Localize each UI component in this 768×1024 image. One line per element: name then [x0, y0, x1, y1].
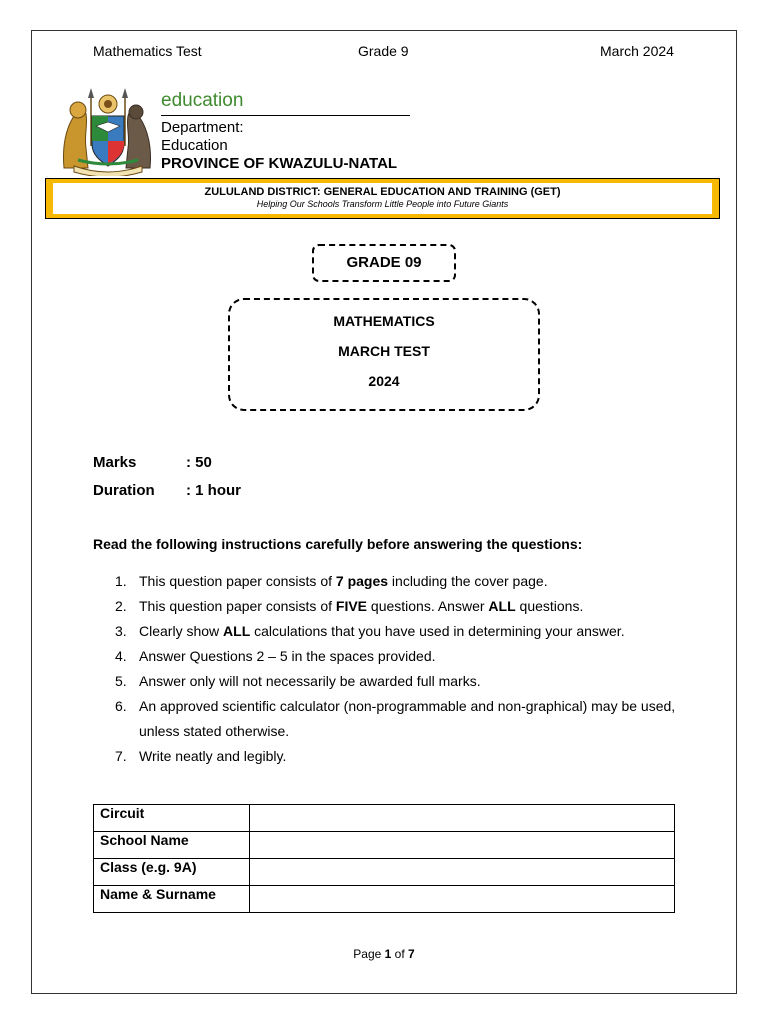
- logo-department-line1: Department:: [161, 119, 244, 136]
- logo-department: [161, 119, 244, 155]
- name-surname-label: Name & Surname: [94, 886, 250, 913]
- instruction-text: questions.: [515, 598, 584, 614]
- test-name: MARCH TEST: [338, 343, 430, 359]
- duration-row: [93, 482, 241, 499]
- district-motto: Helping Our Schools Transform Little People into Future Giants: [256, 199, 509, 209]
- duration-value: : 1 hour: [186, 482, 241, 499]
- header-grade: Grade 9: [358, 43, 409, 59]
- table-row: [94, 886, 675, 913]
- district-banner: [45, 178, 720, 219]
- learner-info-table: [93, 804, 675, 913]
- instruction-text: Answer Questions 2 – 5 in the spaces provided.: [139, 648, 436, 664]
- instruction-text: Clearly show: [139, 623, 224, 639]
- test-year: 2024: [368, 373, 400, 389]
- grade-box: GRADE 09: [312, 244, 456, 282]
- instruction-number: 2.: [115, 598, 127, 614]
- instructions-list: [110, 569, 680, 769]
- instruction-item: [110, 594, 680, 619]
- subject-title: MATHEMATICS: [333, 313, 435, 329]
- page-number-total: 7: [408, 947, 415, 961]
- page-number-prefix: Page: [353, 947, 385, 961]
- instruction-emphasis: 7 pages: [335, 573, 389, 589]
- instruction-number: 6.: [115, 698, 127, 714]
- instruction-emphasis: FIVE: [335, 598, 368, 614]
- marks-row: [93, 454, 212, 471]
- circuit-field[interactable]: [250, 805, 675, 832]
- instruction-text: This question paper consists of: [139, 573, 336, 589]
- marks-value: : 50: [186, 454, 212, 471]
- instruction-item: [110, 694, 680, 744]
- instruction-text: Answer only will not necessarily be awarded full marks.: [139, 673, 481, 689]
- class-field[interactable]: [250, 859, 675, 886]
- department-logo: [58, 86, 412, 176]
- instruction-number: 5.: [115, 673, 127, 689]
- class-label: Class (e.g. 9A): [94, 859, 250, 886]
- logo-department-line2: Education: [161, 137, 228, 154]
- instructions-heading: Read the following instructions carefully before answering the questions:: [93, 536, 583, 552]
- table-row: [94, 805, 675, 832]
- instruction-text: An approved scientific calculator (non-programmable and non-graphical) may be used, unless stated otherwise.: [139, 698, 676, 739]
- district-banner-inner: [53, 183, 712, 214]
- school-name-field[interactable]: [250, 832, 675, 859]
- logo-divider: [161, 115, 410, 116]
- instruction-text: calculations that you have used in determining your answer.: [250, 623, 625, 639]
- table-row: [94, 832, 675, 859]
- instruction-text: This question paper consists of: [139, 598, 336, 614]
- instruction-text: including the cover page.: [388, 573, 548, 589]
- instruction-number: 7.: [115, 748, 127, 764]
- instruction-number: 3.: [115, 623, 127, 639]
- instruction-text: questions. Answer: [367, 598, 489, 614]
- coat-of-arms-icon: [58, 86, 156, 176]
- marks-label: Marks: [93, 454, 137, 471]
- header-subject: Mathematics Test: [93, 43, 202, 59]
- instruction-item: [110, 619, 680, 644]
- district-title: ZULULAND DISTRICT: GENERAL EDUCATION AND TRAINING (GET): [204, 186, 561, 198]
- page-number: [0, 947, 768, 961]
- duration-label: Duration: [93, 482, 155, 499]
- instruction-number: 4.: [115, 648, 127, 664]
- instruction-emphasis: ALL: [223, 623, 251, 639]
- instruction-item: [110, 569, 680, 594]
- instruction-text: Write neatly and legibly.: [139, 748, 287, 764]
- subject-box: [228, 298, 540, 411]
- instruction-number: 1.: [115, 573, 127, 589]
- table-row: [94, 859, 675, 886]
- header-date: March 2024: [600, 43, 674, 59]
- page-number-middle: of: [391, 947, 409, 961]
- school-name-label: School Name: [94, 832, 250, 859]
- instruction-item: [110, 669, 680, 694]
- logo-education-word: education: [161, 90, 244, 111]
- page-number-current: 1: [384, 947, 392, 961]
- instruction-emphasis: ALL: [488, 598, 516, 614]
- instruction-item: [110, 644, 680, 669]
- name-surname-field[interactable]: [250, 886, 675, 913]
- instruction-item: [110, 744, 680, 769]
- logo-province: PROVINCE OF KWAZULU-NATAL: [161, 155, 398, 172]
- circuit-label: Circuit: [94, 805, 250, 832]
